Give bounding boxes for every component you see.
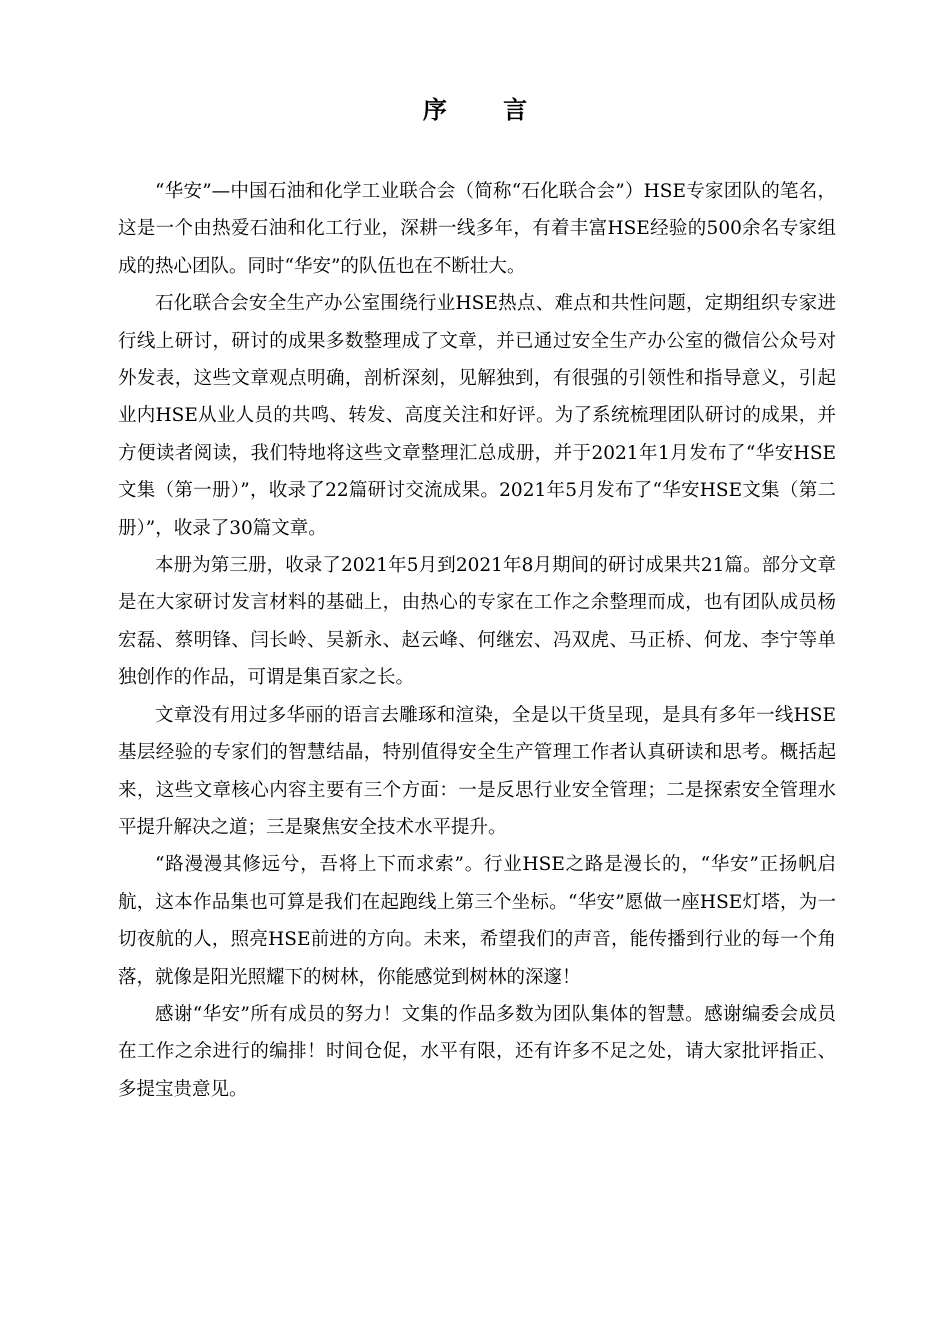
paragraph-6: 感谢“华安”所有成员的努力！文集的作品多数为团队集体的智慧。感谢编委会成员在工作之余进行的编排！时间仓促，水平有限，还有许多不足之处，请大家批评指正、多提宝贵意见。 <box>118 1003 836 1100</box>
paragraph-1: “华安”—中国石油和化学工业联合会（简称“石化联合会”）HSE专家团队的笔名，这是一个由热爱石油和化工行业，深耕一线多年，有着丰富HSE经验的500余名专家组成的热心团队。同时“华安”的队伍也在不断壮大。 <box>118 181 836 277</box>
page-title: 序 言 <box>422 96 552 124</box>
paragraph-2: 石化联合会安全生产办公室围绕行业HSE热点、难点和共性问题，定期组织专家进行线上研讨，研讨的成果多数整理成了文章，并已通过安全生产办公室的微信公众号对外发表，这些文章观点明确，剖析深刻，见解独到，有很强的引领性和指导意义，引起业内HSE从业人员的共鸣、转发、高度关注和好评。为了系统梳理团队研讨的成果，并方便读者阅读，我们特地将这些文章整理汇总成册，并于2021年1月发布了“华安HSE文集（第一册）”，收录了22篇研讨交流成果。2021年5月发布了“华安HSE文集（第二册）”，收录了30篇文章。 <box>118 293 836 539</box>
paragraph-4: 文章没有用过多华丽的语言去雕琢和渲染，全是以干货呈现，是具有多年一线HSE基层经验的专家们的智慧结晶，特别值得安全生产管理工作者认真研读和思考。概括起来，这些文章核心内容主要有三个方面：一是反思行业安全管理；二是探索安全管理水平提升解决之道；三是聚焦安全技术水平提升。 <box>118 704 836 838</box>
paragraph-3: 本册为第三册，收录了2021年5月到2021年8月期间的研讨成果共21篇。部分文章是在大家研讨发言材料的基础上，由热心的专家在工作之余整理而成，也有团队成员杨宏磊、蔡明锋、闫长岭、吴新永、赵云峰、何继宏、冯双虎、马正桥、何龙、李宁等单独创作的作品，可谓是集百家之长。 <box>118 555 836 689</box>
paragraph-5: “路漫漫其修远兮，吾将上下而求索”。行业HSE之路是漫长的，“华安”正扬帆启航，这本作品集也可算是我们在起跑线上第三个坐标。“华安”愿做一座HSE灯塔，为一切夜航的人，照亮HSE前进的方向。未来，希望我们的声音，能传播到行业的每一个角落，就像是阳光照耀下的树林，你能感觉到树林的深邃！ <box>118 854 836 988</box>
preface-body <box>118 173 836 1108</box>
